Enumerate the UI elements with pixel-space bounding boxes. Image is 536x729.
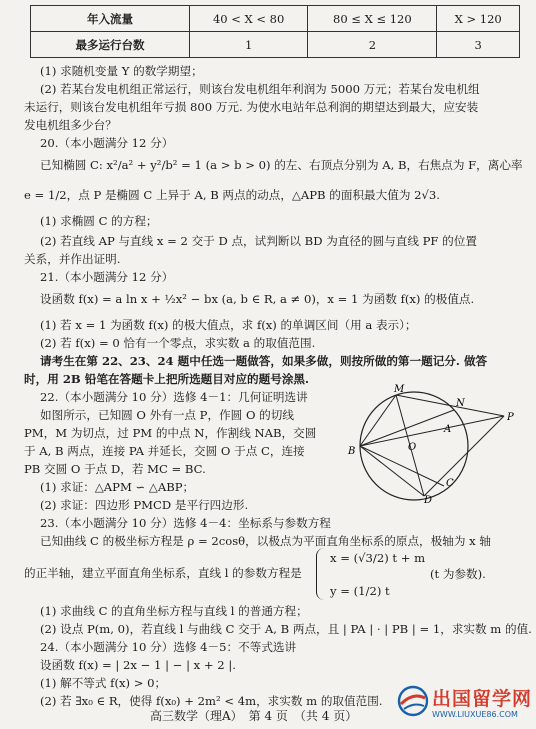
table-cell: 年入流量 (31, 6, 190, 32)
table-row (31, 32, 520, 58)
instruction-text: 请考生在第 22、23、24 题中任选一题做答，如果多做，则按所做的第一题记分. 做答 (40, 354, 488, 368)
text-line: 的正半轴，建立平面直角坐标系，直线 l 的参数方程是 (24, 566, 302, 580)
text-line: 未运行，则该台发电机组年亏损 800 万元. 为使水电站年总利润的期望达到最大，应安装 (24, 100, 479, 114)
page-footer: 高三数学（理A） 第 4 页 （共 4 页） (150, 709, 358, 723)
text-line: e = 1/2，点 P 是椭圆 C 上异于 A, B 两点的动点，△APB 的面积最大值为 2√3. (24, 188, 440, 202)
line-pb (424, 416, 504, 496)
table-row (31, 6, 520, 32)
secant-nab (360, 410, 454, 446)
chord-mb (360, 395, 396, 446)
text-line: (1) 求证：△APM ∽ △ABP； (40, 480, 195, 494)
question-heading: 24.（本小题满分 10 分）选修 4－5：不等式选讲 (40, 640, 297, 654)
table-cell: 2 (308, 32, 437, 58)
text-line: PB 交圆 O 于点 D，若 MC = BC. (24, 462, 206, 476)
text-line: 已知椭圆 C: x²/a² + y²/b² = 1 (a > b > 0) 的左、右顶点分别为 A, B，右焦点为 F，离心率 (40, 158, 523, 172)
text-line: (2) 若某台发电机组正常运行，则该台发电机组年利润为 5000 万元；若某台发电机组 (40, 82, 480, 96)
watermark-url: WWW.LIUXUE86.COM (432, 710, 518, 719)
chord-bc (360, 446, 424, 496)
question-heading: 20.（本小题满分 12 分） (40, 136, 174, 150)
question-heading: 22.（本小题满分 10 分）选修 4－1：几何证明选讲 (40, 390, 308, 404)
text-line: (1) 求椭圆 C 的方程； (40, 214, 158, 228)
text-line: 于 A, B 两点，连接 PA 并延长，交圆 O 于点 C，连接 (24, 444, 305, 458)
flow-table (30, 5, 520, 58)
text-line: (1) 若 x = 1 为函数 f(x) 的极大值点，求 f(x) 的单调区间（用 a 表示）； (40, 318, 417, 332)
label-o: O (408, 442, 417, 453)
instruction-text: 时，用 2B 铅笔在答题卡上把所选题目对应的题号涂黑. (24, 372, 310, 386)
watermark-name: 出国留学网 (432, 688, 533, 710)
table-cell: 80 ≤ X ≤ 120 (308, 6, 437, 32)
text-line: (2) 若 f(x) = 0 恰有一个零点，求实数 a 的取值范围. (40, 336, 316, 350)
globe-icon (396, 684, 430, 718)
label-c: C (446, 478, 454, 489)
table-cell: 最多运行台数 (31, 32, 190, 58)
tangent-pm (396, 395, 504, 416)
table-cell: 3 (437, 32, 520, 58)
question-heading: 21.（本小题满分 12 分） (40, 270, 174, 284)
label-m: M (394, 384, 405, 395)
param-eq-note: (t 为参数). (430, 567, 486, 581)
text-line: 如图所示，已知圆 O 外有一点 P，作圆 O 的切线 (40, 408, 294, 422)
text-line: PM，M 为切点，过 PM 的中点 N，作割线 NAB，交圆 (24, 426, 317, 440)
text-line: (1) 求随机变量 Y 的数学期望； (40, 64, 203, 78)
line-pa (360, 416, 504, 446)
question-heading: 23.（本小题满分 10 分）选修 4－4：坐标系与参数方程 (40, 516, 331, 530)
label-p: P (507, 412, 514, 423)
text-line: (2) 若 ∃x₀ ∈ R，使得 f(x₀) + 2m² < 4m，求实数 m 的取值范围. (40, 694, 383, 708)
text-line: (2) 设点 P(m, 0)，若直线 l 与曲线 C 交于 A, B 两点，且 | PA | · | PB | = 1，求实数 m 的值. (40, 622, 532, 636)
text-line: 已知曲线 C 的极坐标方程是 ρ = 2cosθ，以极点为平面直角坐标系的原点，极轴为 x 轴 (40, 534, 491, 548)
text-line: (1) 解不等式 f(x) > 0； (40, 676, 167, 690)
text-line: (1) 求曲线 C 的直角坐标方程与直线 l 的普通方程； (40, 604, 308, 618)
label-n: N (456, 398, 465, 409)
param-eq-x: x = (√3/2) t + m (330, 551, 426, 565)
text-line: 设函数 f(x) = | 2x − 1 | − | x + 2 |. (40, 658, 236, 672)
text-line: (2) 若直线 AP 与直线 x = 2 交于 D 点，试判断以 BD 为直径的圆与直线 PF 的位置 (40, 234, 477, 248)
text-line: 设函数 f(x) = a ln x + ½x² − bx (a, b ∈ R, a ≠ 0)，x = 1 为函数 f(x) 的极值点. (40, 292, 475, 306)
table-cell: 40 < X < 80 (190, 6, 308, 32)
table-cell: X > 120 (437, 6, 520, 32)
text-line: 发电机组多少台？ (24, 118, 117, 132)
equation-brace (316, 548, 325, 600)
watermark-logo (396, 680, 533, 724)
geometry-diagram (344, 382, 524, 504)
label-d: D (424, 495, 433, 504)
text-line: (2) 求证：四边形 PMCD 是平行四边形. (40, 498, 249, 512)
label-b: B (348, 446, 356, 457)
text-line: 关系，并作出证明. (24, 252, 121, 266)
table-cell: 1 (190, 32, 308, 58)
label-a: A (444, 424, 452, 435)
param-eq-y: y = (1/2) t (330, 584, 390, 598)
